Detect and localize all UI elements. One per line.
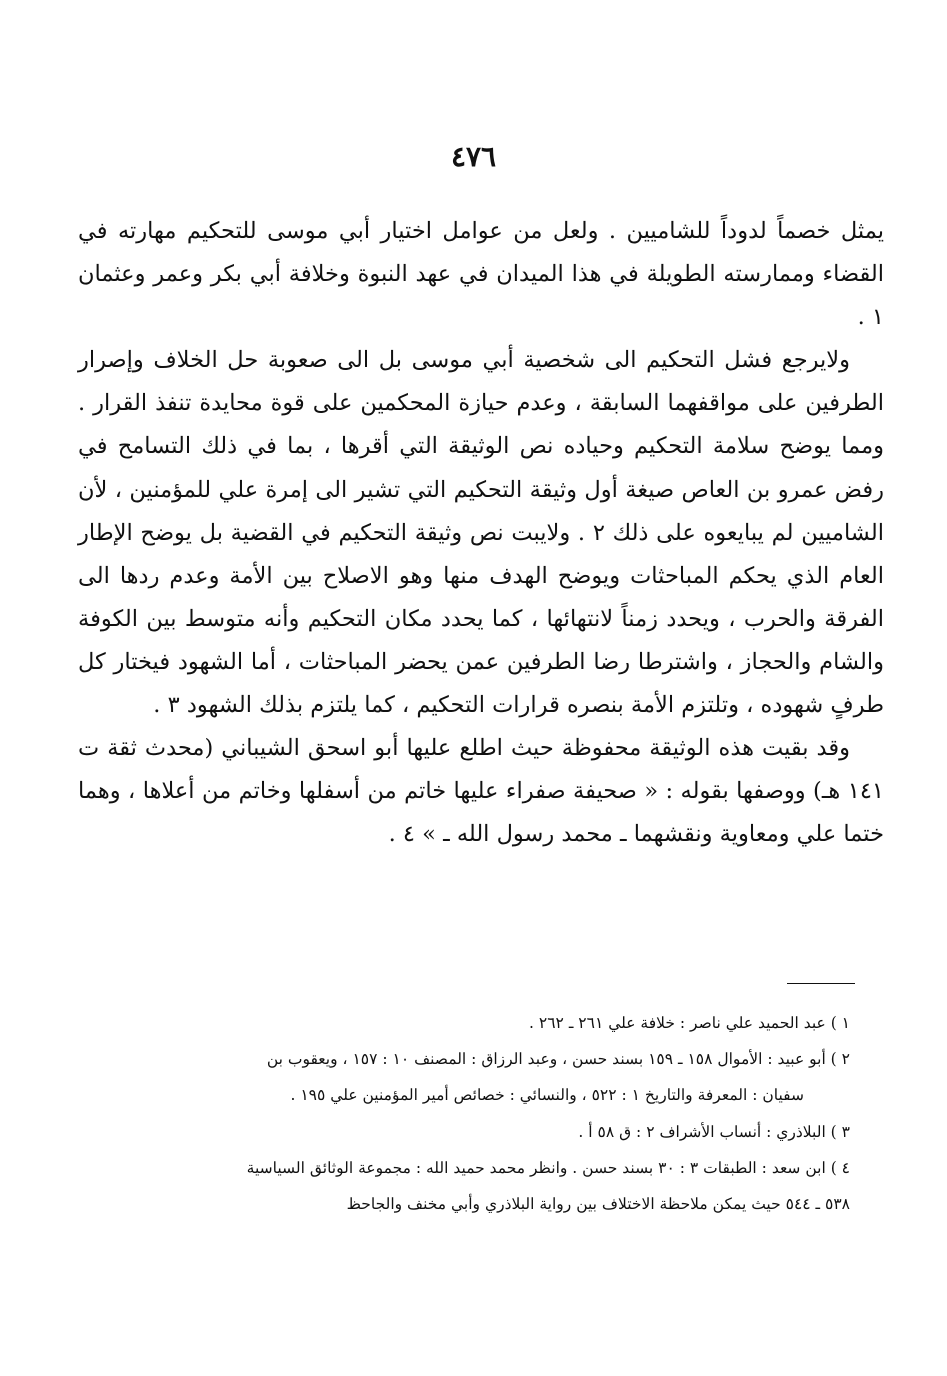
footnote-2: ٢ ) أبو عبيد : الأموال ١٥٨ ـ ١٥٩ بسند حسن ، وعبد الرزاق : المصنف ١٠ : ١٥٧ ، ويعقوب بن bbox=[266, 1050, 850, 1069]
footnote-3: ٣ ) البلاذري : أنساب الأشراف ٢ : ق ٥٨ أ . bbox=[578, 1122, 850, 1141]
footnotes bbox=[108, 1005, 850, 1222]
footnote-1: ١ ) عبد الحميد علي ناصر : خلافة علي ٢٦١ ـ ٢٦٢ . bbox=[529, 1014, 850, 1032]
body-text bbox=[78, 210, 884, 856]
paragraph-1: يمثل خصماً لدوداً للشاميين . ولعل من عوامل اختيار أبي موسى للتحكيم مهارته في القضاء وممارسته الطويلة في هذا الميدان في عهد النبوة وخلافة أبي بكر وعمر وعثمان ١ . bbox=[78, 218, 884, 331]
footnote-separator bbox=[787, 983, 855, 984]
footnote-4: ٤ ) ابن سعد : الطبقات ٣ : ٣٠ بسند حسن . وانظر محمد حميد الله : مجموعة الوثائق السياسية bbox=[246, 1158, 850, 1177]
paragraph-2: ولايرجع فشل التحكيم الى شخصية أبي موسى بل الى صعوبة حل الخلاف وإصرار الطرفين على مواقفهما السابقة ، وعدم حيازة المحكمين على قوة محايدة تنفذ القرار . ومما يوضح سلامة التحكيم وحياده نص الوثيقة التي أقرها ، بما في ذلك التسامح في رفض عمرو بن العاص صيغة أول وثيقة التحكيم التي تشير الى إمرة علي للمؤمنين ، لأن الشاميين لم يبايعوه على ذلك ٢ . ولايبت نص وثيقة التحكيم في القضية بل يوضح الإطار العام الذي يحكم المباحثات ويوضح الهدف منها وهو الاصلاح بين الأمة وعدم ردها الى الفرقة والحرب ، ويحدد زمناً لانتهائها ، كما يحدد مكان التحكيم وأنه متوسط بين الكوفة والشام والحجاز ، واشترطا رضا الطرفين عمن يحضر المباحثات ، أما الشهود فيختار كل طرفٍ شهوده ، وتلتزم الأمة بنصره قرارات التحكيم ، كما يلتزم بذلك الشهود ٣ . bbox=[78, 347, 884, 719]
page-number: ٤٧٦ bbox=[450, 140, 497, 173]
footnote-4-continuation: ٥٣٨ ـ ٥٤٤ حيث يمكن ملاحظة الاختلاف بين رواية البلاذري وأبي مخنف والجاحظ bbox=[346, 1195, 850, 1214]
paragraph-3: وقد بقيت هذه الوثيقة محفوظة حيث اطلع عليها أبو اسحق الشيباني (محدث ثقة ت ١٤١ هـ) ووصفها بقوله : « صحيفة صفراء عليها خاتم من أسفلها وخاتم من أعلاها ، وهما ختما علي ومعاوية ونقشهما ـ محمد رسول الله ـ » ٤ . bbox=[78, 735, 884, 848]
footnote-2-continuation: سفيان : المعرفة والتاريخ ١ : ٥٢٢ ، والنسائي : خصائص أمير المؤمنين علي ١٩٥ . bbox=[290, 1086, 804, 1105]
